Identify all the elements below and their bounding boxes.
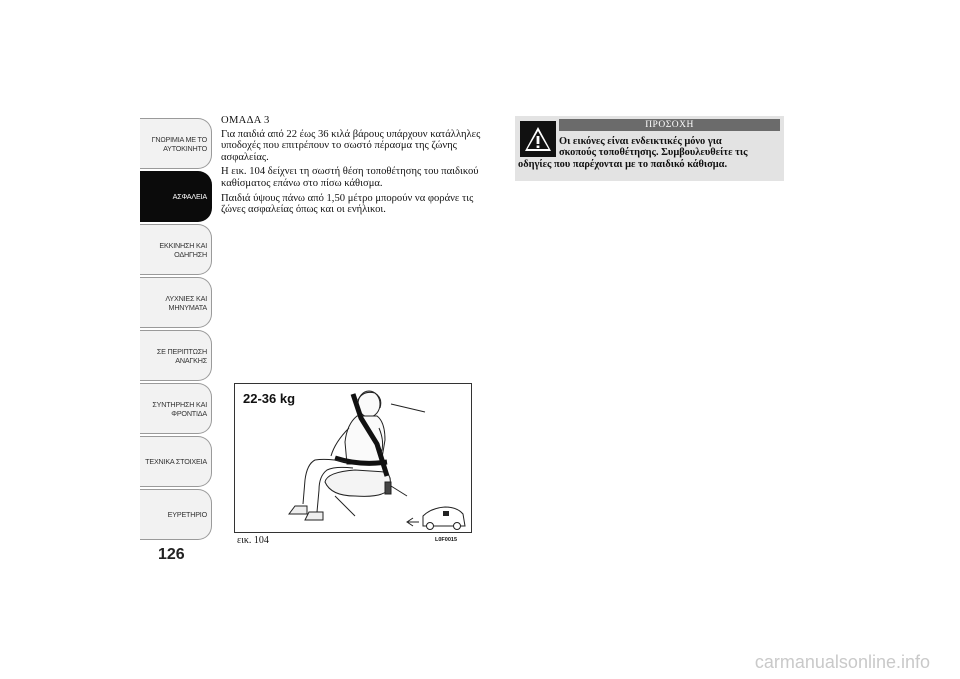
figure-caption: εικ. 104 xyxy=(237,535,269,546)
watermark: carmanualsonline.info xyxy=(754,652,930,672)
tab-emergency[interactable] xyxy=(140,330,212,381)
warning-title: ΠΡΟΣΟΧΗ xyxy=(559,119,780,131)
tab-safety[interactable] xyxy=(140,171,212,222)
tab-warning-lights[interactable] xyxy=(140,277,212,328)
tab-label-line: ΟΔΗΓΗΣΗ xyxy=(174,249,207,259)
warning-box xyxy=(515,116,784,181)
child-seat-figure xyxy=(234,383,472,533)
paragraph: Παιδιά ύψους πάνω από 1,50 μέτρο μπορούν να φοράνε τις ζώνες ασφαλείας όπως και οι ενήλικοι. xyxy=(221,192,474,216)
weight-label: 22-36 kg xyxy=(243,391,296,406)
tab-getting-to-know[interactable] xyxy=(140,118,212,169)
tab-technical-data[interactable] xyxy=(140,436,212,487)
page-number: 126 xyxy=(158,546,185,563)
figure-code: L0F0015 xyxy=(435,537,458,543)
tab-label-line: ΑΥΤΟΚΙΝΗΤΟ xyxy=(163,143,207,153)
car-icon xyxy=(423,507,465,530)
tab-index[interactable] xyxy=(140,489,212,540)
paragraph: Η εικ. 104 δείχνει τη σωστή θέση τοποθέτησης του παιδικού καθίσματος επάνω στο πίσω κάθισμα. xyxy=(221,166,479,189)
tab-label-line: ΑΝΑΓΚΗΣ xyxy=(175,355,207,365)
tab-maintenance[interactable] xyxy=(140,383,212,434)
tab-label-line: ΕΚΚΙΝΗΣΗ ΚΑΙ xyxy=(159,240,207,250)
tab-label-line: ΑΣΦΑΛΕΙΑ xyxy=(172,192,207,201)
paragraph: Για παιδιά από 22 έως 36 κιλά βάρους υπάρχουν κατάλληλες υποδοχές που επιτρέπουν το σωστό πέρασμα της ζώνης ασφαλείας. xyxy=(221,128,481,163)
tab-label-line: ΜΗΝΥΜΑΤΑ xyxy=(168,302,207,312)
tab-label-line: ΣΕ ΠΕΡΙΠΤΩΣΗ xyxy=(156,346,207,356)
tab-label-line: ΓΝΩΡΙΜΙΑ ΜΕ ΤΟ xyxy=(151,134,207,144)
tab-starting-driving[interactable] xyxy=(140,224,212,275)
tab-label-line: ΛΥΧΝΙΕΣ ΚΑΙ xyxy=(165,293,207,303)
tab-label-line: ΦΡΟΝΤΙΔΑ xyxy=(171,408,207,418)
child-seat-illustration xyxy=(235,384,471,532)
tab-label-line: ΣΥΝΤΗΡΗΣΗ ΚΑΙ xyxy=(152,399,207,409)
section-heading: ΟΜΑΔΑ 3 xyxy=(221,115,270,126)
warning-line: οδηγίες που παρέχονται με το παιδικό κάθισμα. xyxy=(518,158,728,170)
tab-label-line: ΤΕΧΝΙΚΑ ΣΤΟΙΧΕΙΑ xyxy=(145,457,207,466)
tab-label-line: ΕΥΡΕΤΗΡΙΟ xyxy=(167,510,207,519)
warning-line: σκοπούς τοποθέτησης. Συμβουλευθείτε τις xyxy=(559,147,748,159)
main-text xyxy=(221,115,496,219)
warning-text xyxy=(518,136,780,170)
warning-line: Οι εικόνες είναι ενδεικτικές μόνο για xyxy=(559,136,722,147)
